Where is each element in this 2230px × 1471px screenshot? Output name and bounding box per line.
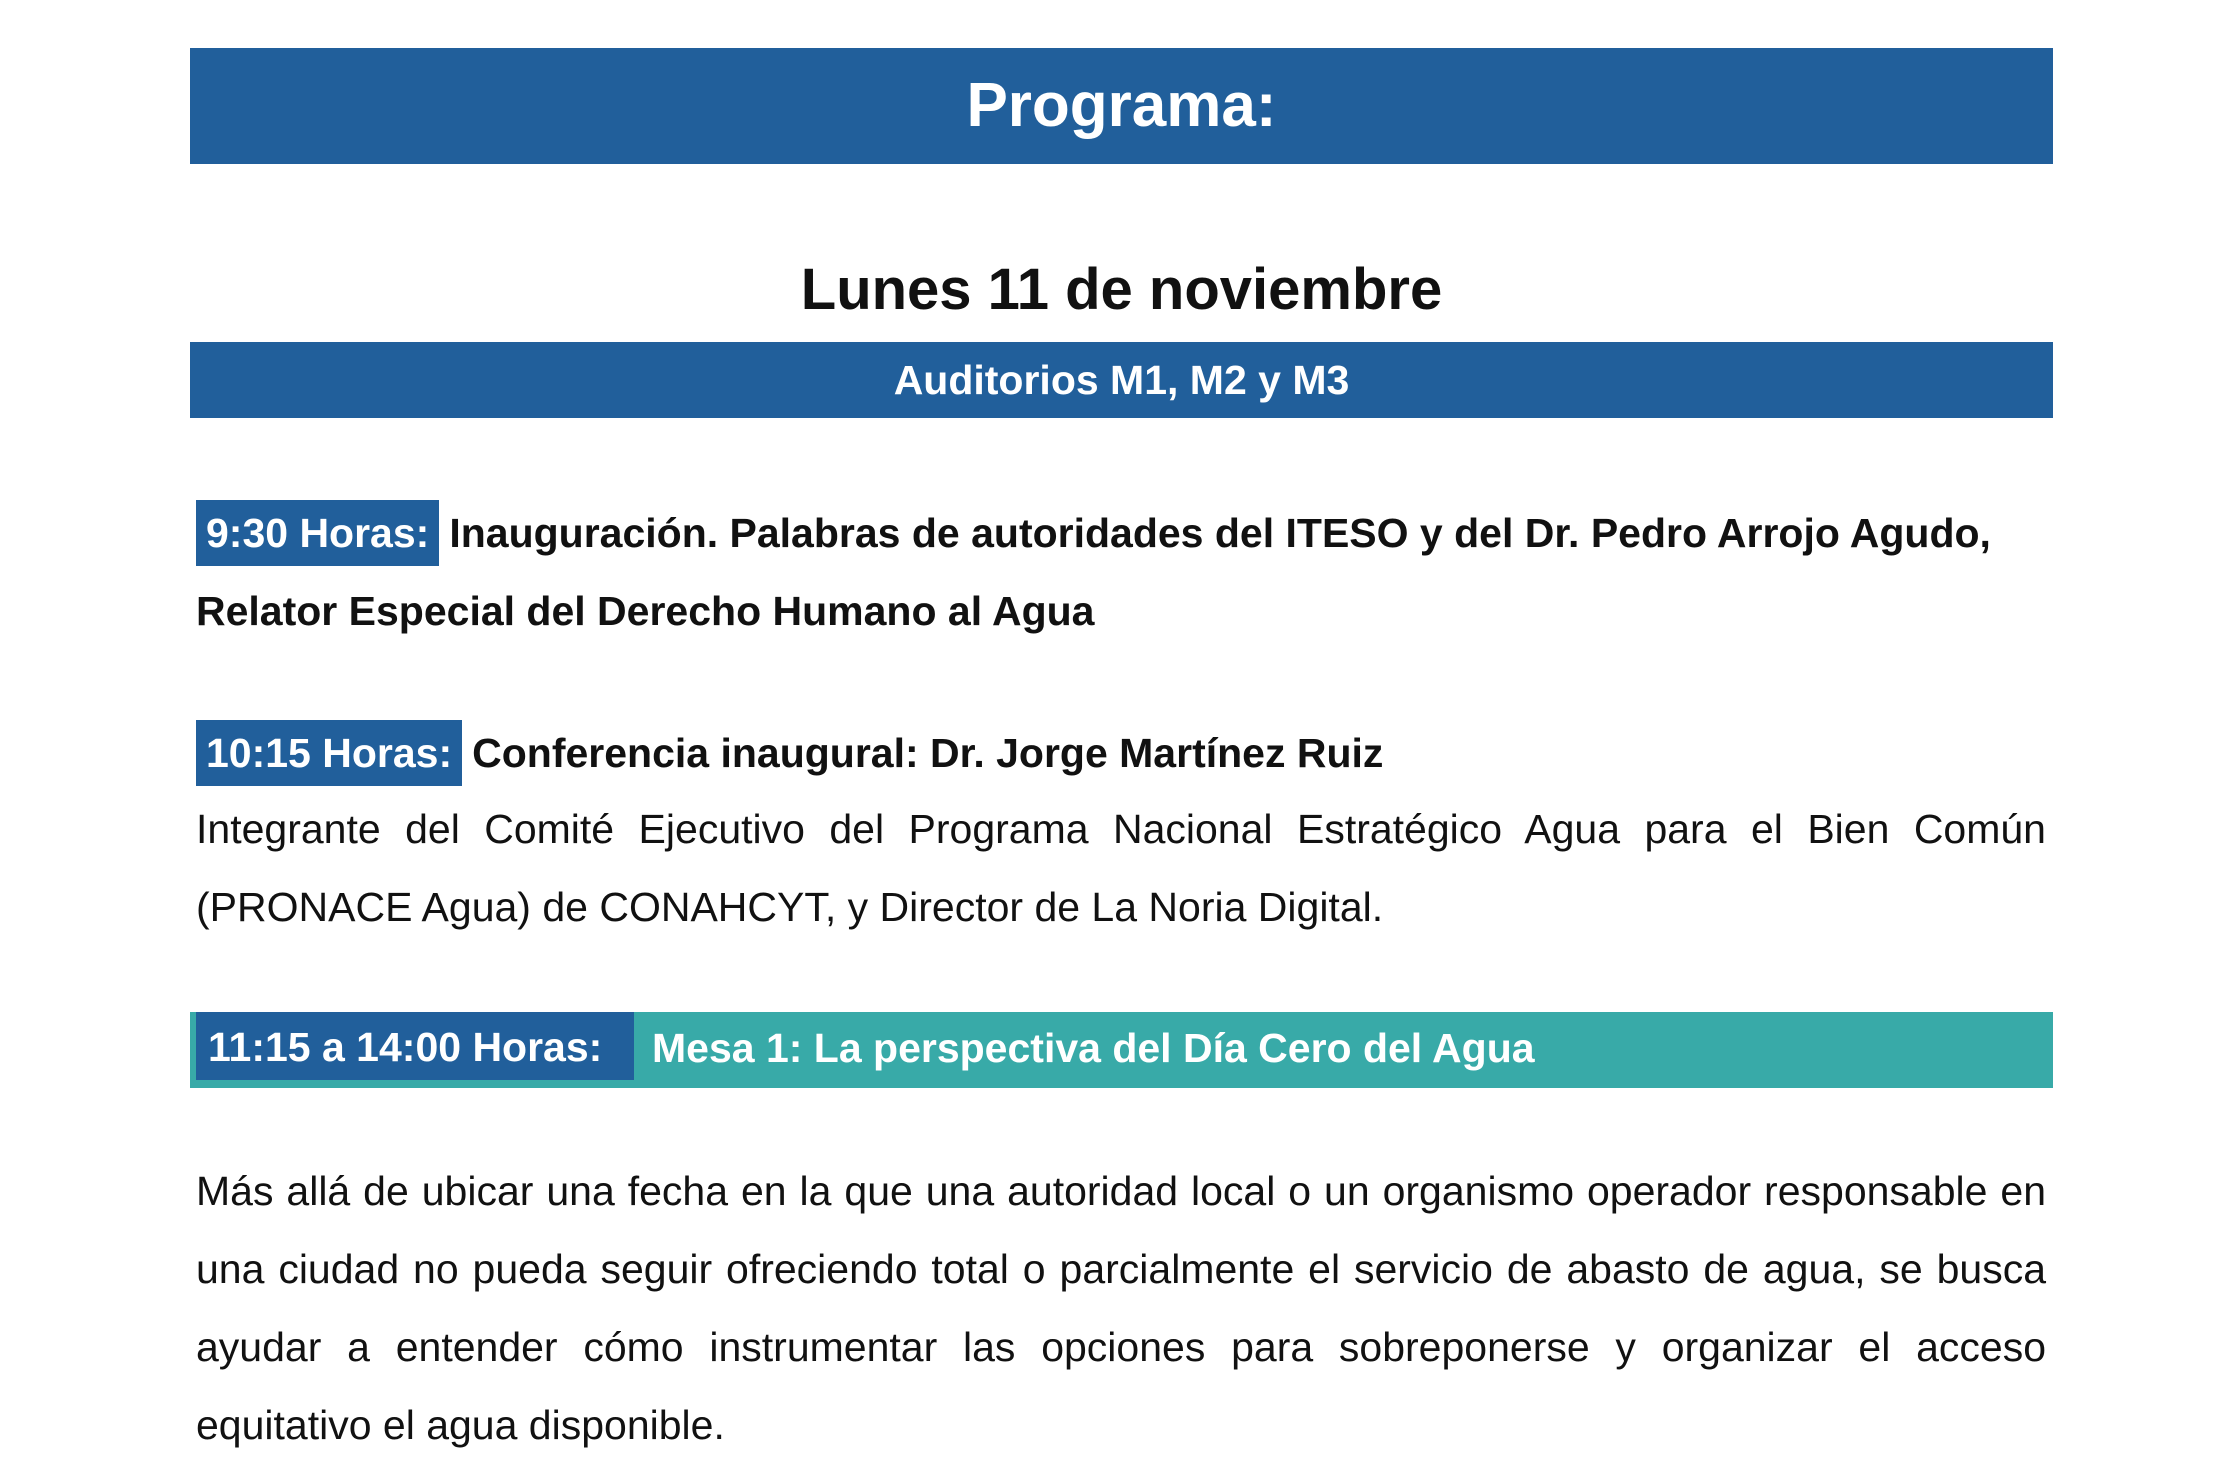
agenda-item-title: Conferencia inaugural: Dr. Jorge Martínez Ruiz (472, 730, 1384, 776)
program-title: Programa: (966, 71, 1277, 140)
time-badge: 9:30 Horas: (196, 500, 439, 566)
agenda-item-inauguration (196, 494, 2046, 650)
venue-banner (190, 342, 2053, 418)
agenda-item-description: Integrante del Comité Ejecutivo del Programa Nacional Estratégico Agua para el Bien Común (PRONACE Agua) de CONAHCYT, y Director de La Noria Digital. (196, 806, 2046, 930)
agenda-item-conference (196, 714, 2046, 792)
session-title: Mesa 1: La perspectiva del Día Cero del Agua (652, 1025, 1535, 1071)
day-date-heading: Lunes 11 de noviembre (800, 257, 1443, 322)
time-badge: 10:15 Horas: (196, 720, 462, 786)
session-banner (190, 1012, 2053, 1088)
venue-label: Auditorios M1, M2 y M3 (893, 357, 1350, 403)
session-time-badge: 11:15 a 14:00 Horas: (196, 1012, 634, 1080)
program-title-banner (190, 48, 2053, 164)
agenda-item-title: Inauguración. Palabras de autoridades del ITESO y del Dr. Pedro Arrojo Agudo, Relator Especial del Derecho Humano al Agua (196, 510, 1991, 634)
session-description: Más allá de ubicar una fecha en la que una autoridad local o un organismo operador responsable en una ciudad no pueda seguir ofreciendo total o parcialmente el servicio de abasto de agua, se busca ayudar a entender cómo instrumentar las opciones para sobreponerse y organizar el acceso equitativo el agua disponible. (196, 1168, 2046, 1448)
